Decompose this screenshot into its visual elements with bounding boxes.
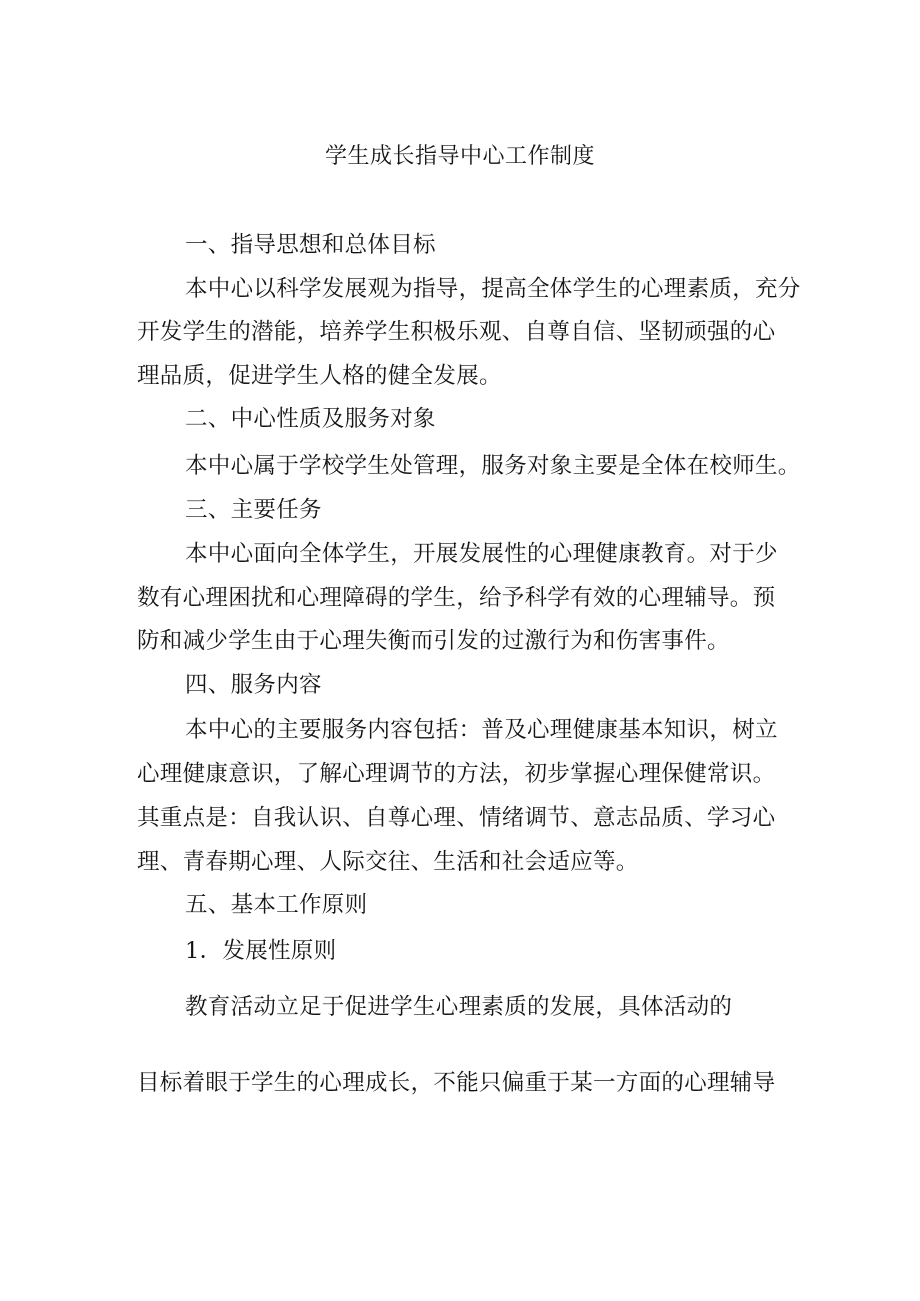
paragraph-line: 理、青春期心理、人际交往、生活和社会适应等。 (137, 849, 639, 875)
document-title: 学生成长指导中心工作制度 (324, 144, 595, 169)
section-heading-5: 五、基本工作原则 (185, 892, 368, 918)
paragraph-line: 心理健康意识，了解心理调节的方法，初步掌握心理保健常识。 (137, 761, 776, 787)
section-heading-1: 一、指导思想和总体目标 (185, 232, 436, 258)
section-heading-2: 二、中心性质及服务对象 (185, 406, 436, 432)
paragraph-line: 防和减少学生由于心理失衡而引发的过激行为和伤害事件。 (137, 628, 730, 654)
paragraph-line: 本中心的主要服务内容包括：普及心理健康基本知识，树立 (185, 717, 778, 743)
paragraph-line: 本中心面向全体学生，开展发展性的心理健康教育。对于少 (185, 541, 778, 567)
paragraph-line: 教育活动立足于促进学生心理素质的发展，具体活动的 (185, 994, 733, 1020)
paragraph-line: 理品质，促进学生人格的健全发展。 (137, 363, 502, 389)
section-heading-3: 三、主要任务 (185, 497, 322, 523)
paragraph-line: 其重点是：自我认识、自尊心理、情绪调节、意志品质、学习心 (137, 805, 776, 831)
paragraph-line: 本中心属于学校学生处管理，服务对象主要是全体在校师生。 (185, 453, 801, 479)
paragraph-line: 本中心以科学发展观为指导，提高全体学生的心理素质，充分 (185, 276, 801, 302)
section-heading-4: 四、服务内容 (185, 672, 322, 698)
paragraph-line: 目标着眼于学生的心理成长，不能只偏重于某一方面的心理辅导 (137, 1070, 776, 1096)
paragraph-line: 开发学生的潜能，培养学生积极乐观、自尊自信、坚韧顽强的心 (137, 319, 776, 345)
paragraph-line: 数有心理困扰和心理障碍的学生，给予科学有效的心理辅导。预 (137, 585, 776, 611)
subsection-heading: 1．发展性原则 (185, 938, 337, 964)
